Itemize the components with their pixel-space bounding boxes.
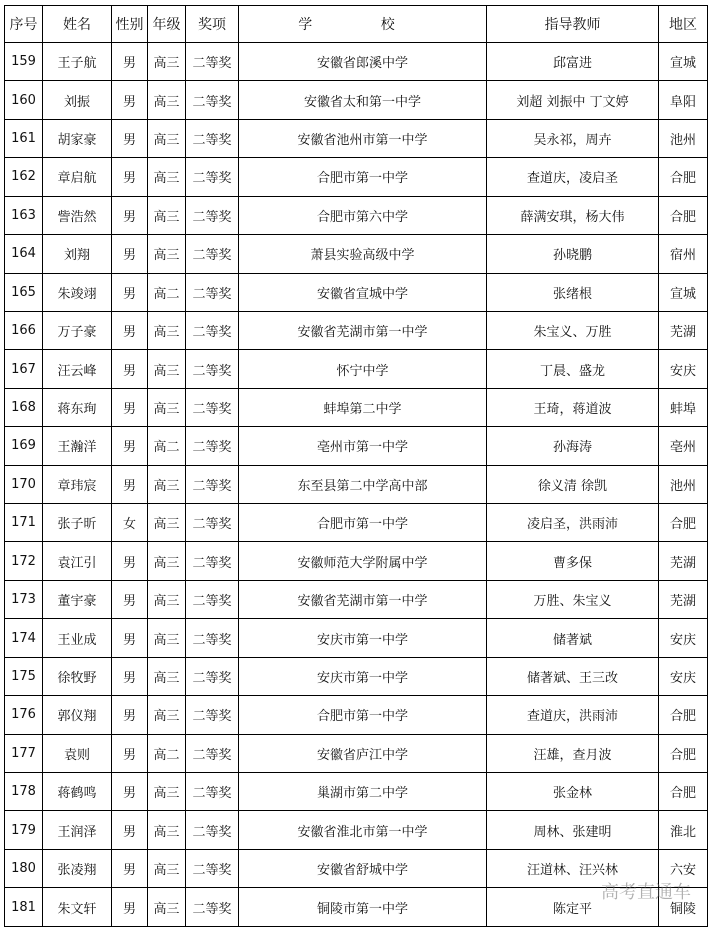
- cell-teacher: 孙晓鹏: [487, 235, 659, 273]
- cell-no: 168: [5, 388, 43, 426]
- table-row: [5, 350, 708, 388]
- cell-name: 蒋东珣: [43, 388, 112, 426]
- cell-region: 六安: [659, 849, 708, 887]
- cell-grade: 高三: [148, 849, 186, 887]
- cell-name: 王子航: [43, 43, 112, 81]
- cell-no: 165: [5, 273, 43, 311]
- cell-award: 二等奖: [186, 196, 239, 234]
- table-row: [5, 504, 708, 542]
- cell-gender: 男: [112, 619, 148, 657]
- cell-name: 王润泽: [43, 811, 112, 849]
- cell-school: 安徽师范大学附属中学: [239, 542, 487, 580]
- cell-award: 二等奖: [186, 696, 239, 734]
- table-body: [5, 43, 708, 927]
- cell-gender: 男: [112, 773, 148, 811]
- cell-region: 合肥: [659, 696, 708, 734]
- header-school: [239, 6, 487, 43]
- cell-grade: 高三: [148, 350, 186, 388]
- cell-grade: 高三: [148, 888, 186, 927]
- cell-school: 蚌埠第二中学: [239, 388, 487, 426]
- cell-school: 安徽省庐江中学: [239, 734, 487, 772]
- cell-region: 安庆: [659, 350, 708, 388]
- cell-school: 安庆市第一中学: [239, 657, 487, 695]
- cell-name: 万子豪: [43, 311, 112, 349]
- cell-award: 二等奖: [186, 888, 239, 927]
- cell-grade: 高三: [148, 196, 186, 234]
- cell-region: 池州: [659, 465, 708, 503]
- cell-school: 怀宁中学: [239, 350, 487, 388]
- cell-gender: 男: [112, 849, 148, 887]
- table-row: [5, 273, 708, 311]
- cell-gender: 男: [112, 196, 148, 234]
- cell-award: 二等奖: [186, 811, 239, 849]
- cell-teacher: 凌启圣，洪雨沛: [487, 504, 659, 542]
- cell-gender: 男: [112, 81, 148, 119]
- cell-grade: 高三: [148, 43, 186, 81]
- cell-name: 郭仪翔: [43, 696, 112, 734]
- cell-no: 173: [5, 580, 43, 618]
- cell-teacher: 刘超 刘振中 丁文婷: [487, 81, 659, 119]
- cell-grade: 高三: [148, 388, 186, 426]
- cell-teacher: 薛满安琪，杨大伟: [487, 196, 659, 234]
- table-row: [5, 657, 708, 695]
- cell-teacher: 曹多保: [487, 542, 659, 580]
- cell-no: 160: [5, 81, 43, 119]
- cell-teacher: 周林、张建明: [487, 811, 659, 849]
- award-table: [4, 5, 708, 927]
- cell-name: 胡家豪: [43, 119, 112, 157]
- cell-region: 淮北: [659, 811, 708, 849]
- cell-grade: 高三: [148, 696, 186, 734]
- cell-gender: 男: [112, 235, 148, 273]
- cell-grade: 高三: [148, 119, 186, 157]
- cell-school: 萧县实验高级中学: [239, 235, 487, 273]
- cell-teacher: 王琦，蒋道波: [487, 388, 659, 426]
- cell-gender: 男: [112, 273, 148, 311]
- cell-name: 王瀚洋: [43, 427, 112, 465]
- cell-region: 合肥: [659, 504, 708, 542]
- watermark: 高考直通车: [601, 882, 691, 903]
- cell-grade: 高三: [148, 619, 186, 657]
- cell-name: 朱竣翊: [43, 273, 112, 311]
- cell-award: 二等奖: [186, 388, 239, 426]
- cell-name: 章玮宸: [43, 465, 112, 503]
- cell-name: 袁江引: [43, 542, 112, 580]
- header-teacher: 指导教师: [487, 6, 659, 43]
- header-row: [5, 6, 708, 43]
- cell-grade: 高三: [148, 657, 186, 695]
- cell-gender: 男: [112, 888, 148, 927]
- table-row: [5, 580, 708, 618]
- cell-region: 铜陵: [659, 888, 708, 927]
- cell-award: 二等奖: [186, 580, 239, 618]
- cell-gender: 男: [112, 119, 148, 157]
- cell-no: 164: [5, 235, 43, 273]
- cell-grade: 高三: [148, 158, 186, 196]
- header-name: 姓名: [43, 6, 112, 43]
- cell-award: 二等奖: [186, 504, 239, 542]
- cell-teacher: 张金林: [487, 773, 659, 811]
- cell-gender: 男: [112, 580, 148, 618]
- cell-no: 167: [5, 350, 43, 388]
- table-row: [5, 81, 708, 119]
- cell-school: 安徽省太和第一中学: [239, 81, 487, 119]
- cell-region: 阜阳: [659, 81, 708, 119]
- cell-region: 芜湖: [659, 542, 708, 580]
- header-region: 地区: [659, 6, 708, 43]
- cell-school: 合肥市第一中学: [239, 504, 487, 542]
- cell-award: 二等奖: [186, 734, 239, 772]
- table-row: [5, 427, 708, 465]
- cell-school: 安徽省舒城中学: [239, 849, 487, 887]
- table-row: [5, 119, 708, 157]
- cell-gender: 男: [112, 811, 148, 849]
- cell-school: 安徽省芜湖市第一中学: [239, 580, 487, 618]
- cell-grade: 高三: [148, 542, 186, 580]
- cell-teacher: 邱富进: [487, 43, 659, 81]
- cell-award: 二等奖: [186, 235, 239, 273]
- cell-region: 芜湖: [659, 311, 708, 349]
- cell-teacher: 储著斌、王三改: [487, 657, 659, 695]
- cell-grade: 高三: [148, 81, 186, 119]
- table-row: [5, 43, 708, 81]
- cell-gender: 男: [112, 465, 148, 503]
- header-award: 奖项: [186, 6, 239, 43]
- cell-name: 徐牧野: [43, 657, 112, 695]
- table-row: [5, 388, 708, 426]
- cell-teacher: 万胜、朱宝义: [487, 580, 659, 618]
- cell-gender: 男: [112, 657, 148, 695]
- cell-no: 169: [5, 427, 43, 465]
- cell-grade: 高二: [148, 273, 186, 311]
- cell-teacher: 汪雄，查月波: [487, 734, 659, 772]
- cell-school: 安徽省淮北市第一中学: [239, 811, 487, 849]
- cell-grade: 高二: [148, 734, 186, 772]
- cell-no: 162: [5, 158, 43, 196]
- cell-no: 171: [5, 504, 43, 542]
- cell-award: 二等奖: [186, 542, 239, 580]
- cell-no: 170: [5, 465, 43, 503]
- cell-award: 二等奖: [186, 619, 239, 657]
- table-row: [5, 734, 708, 772]
- cell-name: 刘翔: [43, 235, 112, 273]
- cell-award: 二等奖: [186, 657, 239, 695]
- cell-grade: 高三: [148, 311, 186, 349]
- cell-award: 二等奖: [186, 849, 239, 887]
- cell-grade: 高三: [148, 465, 186, 503]
- cell-gender: 男: [112, 388, 148, 426]
- cell-region: 宿州: [659, 235, 708, 273]
- cell-no: 179: [5, 811, 43, 849]
- cell-teacher: 查道庆，洪雨沛: [487, 696, 659, 734]
- cell-school: 合肥市第一中学: [239, 696, 487, 734]
- cell-teacher: 朱宝义、万胜: [487, 311, 659, 349]
- table-row: [5, 158, 708, 196]
- cell-gender: 男: [112, 542, 148, 580]
- cell-teacher: 吴永祁，周卉: [487, 119, 659, 157]
- cell-region: 池州: [659, 119, 708, 157]
- header-no: 序号: [5, 6, 43, 43]
- cell-region: 合肥: [659, 158, 708, 196]
- cell-no: 166: [5, 311, 43, 349]
- cell-teacher: 张绪根: [487, 273, 659, 311]
- table-row: [5, 773, 708, 811]
- cell-gender: 女: [112, 504, 148, 542]
- cell-gender: 男: [112, 311, 148, 349]
- cell-no: 172: [5, 542, 43, 580]
- cell-no: 175: [5, 657, 43, 695]
- cell-school: 亳州市第一中学: [239, 427, 487, 465]
- cell-region: 宣城: [659, 43, 708, 81]
- cell-no: 178: [5, 773, 43, 811]
- cell-school: 巢湖市第二中学: [239, 773, 487, 811]
- cell-award: 二等奖: [186, 43, 239, 81]
- cell-gender: 男: [112, 350, 148, 388]
- cell-region: 安庆: [659, 619, 708, 657]
- cell-school: 铜陵市第一中学: [239, 888, 487, 927]
- cell-name: 袁则: [43, 734, 112, 772]
- cell-region: 亳州: [659, 427, 708, 465]
- table-row: [5, 311, 708, 349]
- cell-no: 161: [5, 119, 43, 157]
- cell-grade: 高二: [148, 427, 186, 465]
- cell-award: 二等奖: [186, 119, 239, 157]
- cell-name: 朱文轩: [43, 888, 112, 927]
- table-row: [5, 619, 708, 657]
- table-row: [5, 196, 708, 234]
- cell-grade: 高三: [148, 773, 186, 811]
- cell-school: 合肥市第六中学: [239, 196, 487, 234]
- cell-school: 安庆市第一中学: [239, 619, 487, 657]
- cell-teacher: 陈定平: [487, 888, 659, 927]
- cell-award: 二等奖: [186, 273, 239, 311]
- cell-grade: 高三: [148, 235, 186, 273]
- cell-no: 176: [5, 696, 43, 734]
- cell-no: 163: [5, 196, 43, 234]
- cell-grade: 高三: [148, 580, 186, 618]
- cell-region: 合肥: [659, 773, 708, 811]
- cell-no: 177: [5, 734, 43, 772]
- header-gender: 性别: [112, 6, 148, 43]
- cell-no: 181: [5, 888, 43, 927]
- cell-school: 合肥市第一中学: [239, 158, 487, 196]
- cell-region: 芜湖: [659, 580, 708, 618]
- cell-school: 安徽省郎溪中学: [239, 43, 487, 81]
- cell-award: 二等奖: [186, 465, 239, 503]
- cell-teacher: 丁晨、盛龙: [487, 350, 659, 388]
- cell-gender: 男: [112, 43, 148, 81]
- cell-no: 180: [5, 849, 43, 887]
- header-school-label: 学 校: [298, 17, 427, 33]
- cell-no: 159: [5, 43, 43, 81]
- cell-name: 刘振: [43, 81, 112, 119]
- cell-name: 蒋鹤鸣: [43, 773, 112, 811]
- cell-teacher: 汪道林、汪兴林: [487, 849, 659, 887]
- cell-region: 蚌埠: [659, 388, 708, 426]
- cell-school: 安徽省池州市第一中学: [239, 119, 487, 157]
- cell-award: 二等奖: [186, 311, 239, 349]
- cell-school: 安徽省芜湖市第一中学: [239, 311, 487, 349]
- table-row: [5, 696, 708, 734]
- table-row: [5, 465, 708, 503]
- table-row: [5, 235, 708, 273]
- cell-name: 王业成: [43, 619, 112, 657]
- cell-teacher: 查道庆，凌启圣: [487, 158, 659, 196]
- header-grade: 年级: [148, 6, 186, 43]
- table-row: [5, 542, 708, 580]
- cell-grade: 高三: [148, 504, 186, 542]
- cell-school: 东至县第二中学高中部: [239, 465, 487, 503]
- cell-gender: 男: [112, 427, 148, 465]
- cell-award: 二等奖: [186, 773, 239, 811]
- cell-region: 合肥: [659, 196, 708, 234]
- cell-name: 汪云峰: [43, 350, 112, 388]
- cell-name: 訾浩然: [43, 196, 112, 234]
- cell-grade: 高三: [148, 811, 186, 849]
- cell-teacher: 徐义清 徐凯: [487, 465, 659, 503]
- cell-name: 张子昕: [43, 504, 112, 542]
- cell-gender: 男: [112, 158, 148, 196]
- cell-school: 安徽省宣城中学: [239, 273, 487, 311]
- cell-region: 宣城: [659, 273, 708, 311]
- cell-no: 174: [5, 619, 43, 657]
- cell-name: 章启航: [43, 158, 112, 196]
- cell-teacher: 孙海涛: [487, 427, 659, 465]
- cell-award: 二等奖: [186, 81, 239, 119]
- cell-gender: 男: [112, 696, 148, 734]
- cell-award: 二等奖: [186, 158, 239, 196]
- cell-teacher: 储著斌: [487, 619, 659, 657]
- cell-gender: 男: [112, 734, 148, 772]
- cell-name: 张凌翔: [43, 849, 112, 887]
- cell-region: 合肥: [659, 734, 708, 772]
- cell-name: 董宇豪: [43, 580, 112, 618]
- cell-award: 二等奖: [186, 427, 239, 465]
- cell-award: 二等奖: [186, 350, 239, 388]
- cell-region: 安庆: [659, 657, 708, 695]
- table-row: [5, 811, 708, 849]
